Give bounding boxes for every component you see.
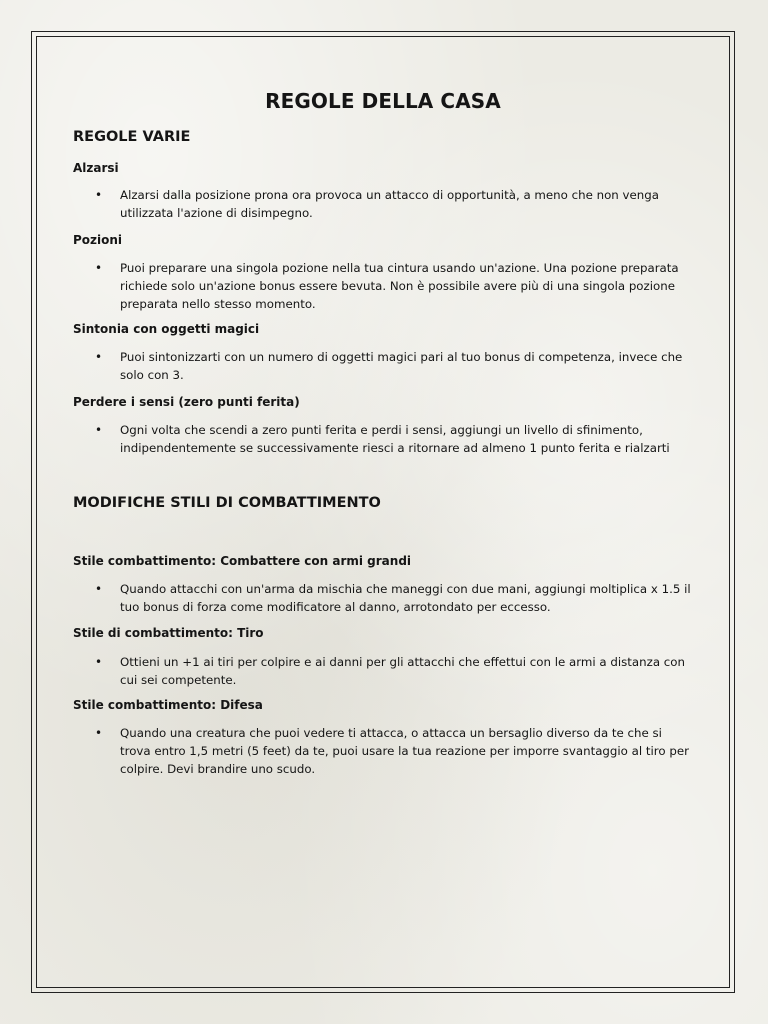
section-heading-stili-combattimento: MODIFICHE STILI DI COMBATTIMENTO [73,495,381,511]
subheading-tiro: Stile di combattimento: Tiro [73,626,264,640]
list-item [95,653,693,689]
list-item [95,348,693,384]
bullet-icon: • [95,188,103,202]
bullet-icon: • [95,350,103,364]
bullet-text: Ottieni un +1 ai tiri per colpire e ai danni per gli attacchi che effettui con le armi a distanza con cui sei competente. [120,655,685,687]
bullet-text: Ogni volta che scendi a zero punti ferita e perdi i sensi, aggiungi un livello di sfinimento, indipendentemente se successivamente riesci a ritornare ad almeno 1 punto ferita e rialzarti [120,423,670,455]
list-item [95,421,693,457]
bullet-text: Puoi sintonizzarti con un numero di oggetti magici pari al tuo bonus di competenza, invece che solo con 3. [120,350,683,382]
bullet-text: Alzarsi dalla posizione prona ora provoca un attacco di opportunità, a meno che non venga utilizzata l'azione di disimpegno. [120,188,659,220]
subheading-sintonia: Sintonia con oggetti magici [73,322,260,336]
bullet-icon: • [95,261,103,275]
subheading-difesa: Stile combattimento: Difesa [73,698,263,712]
bullet-icon: • [95,655,103,669]
subheading-pozioni: Pozioni [73,233,123,247]
document-title: REGOLE DELLA CASA [265,89,501,113]
list-item [95,259,693,313]
section-heading-regole-varie: REGOLE VARIE [73,129,191,145]
subheading-armi-grandi: Stile combattimento: Combattere con armi grandi [73,554,412,568]
list-item [95,724,693,778]
list-item [95,186,693,222]
bullet-text: Quando una creatura che puoi vedere ti attacca, o attacca un bersaglio diverso da te che si trova entro 1,5 metri (5 feet) da te, puoi usare la tua reazione per imporre svantaggio al tiro per colpire. Devi brandire uno scudo. [120,726,689,776]
bullet-icon: • [95,582,103,596]
bullet-text: Quando attacchi con un'arma da mischia che maneggi con due mani, aggiungi moltiplica x 1.5 il tuo bonus di forza come modificatore al danno, arrotondato per eccesso. [120,582,691,614]
bullet-text: Puoi preparare una singola pozione nella tua cintura usando un'azione. Una pozione preparata richiede solo un'azione bonus essere bevuta. Non è possibile avere più di una singola pozione preparata nello stesso momento. [120,261,679,311]
list-item [95,580,693,616]
bullet-icon: • [95,423,103,437]
subheading-alzarsi: Alzarsi [73,161,119,175]
page-border-inner [36,36,730,988]
subheading-perdere-sensi: Perdere i sensi (zero punti ferita) [73,395,300,409]
bullet-icon: • [95,726,103,740]
